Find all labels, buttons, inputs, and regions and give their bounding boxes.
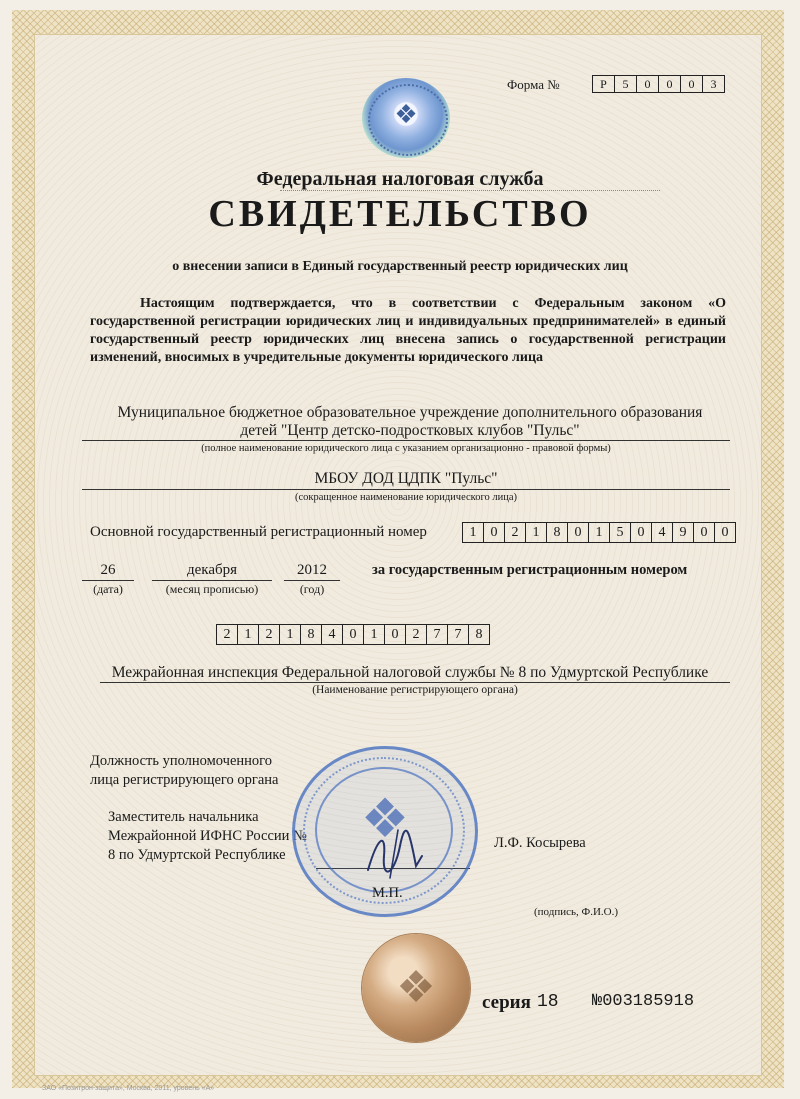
form-label: Форма № (507, 77, 560, 92)
form-code-char: 3 (702, 76, 724, 92)
form-code (592, 75, 725, 93)
ogrn-digit: 0 (567, 523, 588, 542)
printer-imprint: ЗАО «Позитрон-защита», Москва, 2011, уровень «А» (42, 1085, 215, 1092)
ogrn-digit: 8 (546, 523, 567, 542)
full-name-underline (82, 440, 730, 441)
hologram-emblem (362, 78, 450, 158)
full-name-caption: (полное наименование юридического лица с указанием организационно - правовой формы) (201, 443, 611, 454)
agency-name: Федеральная налоговая служба (256, 168, 544, 190)
position-label-line2: лица регистрирующего органа (90, 772, 279, 788)
ogrn-digit: 9 (672, 523, 693, 542)
ogrn-digit: 1 (469, 525, 477, 540)
position-label (90, 752, 278, 790)
grn-digit: 8 (300, 625, 321, 644)
date-month: декабря (186, 562, 238, 578)
eagle-icon: ❖ (394, 100, 418, 129)
body-paragraph (90, 295, 726, 367)
embossed-seal (362, 934, 470, 1042)
form-code-char: 0 (658, 76, 680, 92)
short-name-caption: (сокращенное наименование юридического лица) (294, 492, 518, 503)
form-code-char: Р (600, 77, 607, 91)
handwritten-signature (360, 826, 430, 881)
signatory-title-line3: 8 по Удмуртской Республике (108, 847, 286, 863)
date-year: 2012 (297, 562, 327, 578)
stamp-eagle-icon: ❖ (360, 789, 410, 849)
grn-digit: 1 (363, 625, 384, 644)
authority-caption: (Наименование регистрирующего органа) (312, 684, 518, 696)
grn-digit: 1 (279, 625, 300, 644)
serial-series: 18 (537, 992, 559, 1012)
ogrn-digit: 1 (525, 523, 546, 542)
ogrn-digit: 0 (483, 523, 504, 542)
signatory-name: Л.Ф. Косырева (494, 835, 586, 851)
grn-digit: 2 (405, 625, 426, 644)
body-paragraph-text: Настоящим подтверждается, что в соответствии с Федеральным законом «О государственной регистрации юридических лиц и индивидуальных предпринимателей» в единый государственный реестр юридических лиц внесена запись о государственной регистрации изменений, вносимых в учредительные документы юридического лица (90, 296, 726, 365)
ogrn-digit: 5 (609, 523, 630, 542)
ogrn-label: Основной государственный регистрационный номер (90, 524, 427, 540)
signatory-title (108, 808, 307, 865)
grn-digit: 7 (426, 625, 447, 644)
agency-underline (280, 190, 660, 191)
date-year-underline (284, 580, 340, 581)
serial-label: серия (482, 992, 531, 1013)
ogrn-digit: 2 (504, 523, 525, 542)
date-month-caption: (месяц прописью) (165, 582, 259, 596)
date-year-caption: (год) (299, 582, 325, 596)
grn-number (216, 624, 490, 645)
serial-number: №003185918 (592, 992, 695, 1011)
authority-underline (100, 682, 730, 683)
ogrn-digit: 0 (630, 523, 651, 542)
date-day-caption: (дата) (93, 582, 123, 596)
grn-intro: за государственным регистрационным номером (372, 562, 688, 578)
grn-digit: 2 (223, 627, 231, 642)
grn-digit: 2 (258, 625, 279, 644)
entity-full-name-line2: детей "Центр детско-подростковых клубов "Пульс" (240, 422, 580, 439)
position-label-line1: Должность уполномоченного (90, 753, 273, 769)
seal-eagle-icon: ❖ (396, 963, 436, 1012)
certificate-subtitle: о внесении записи в Единый государственный реестр юридических лиц (172, 259, 628, 274)
ogrn-digit: 1 (588, 523, 609, 542)
mp-label: М.П. (372, 885, 403, 901)
ogrn-digit: 0 (714, 523, 735, 542)
form-code-char: 0 (680, 76, 702, 92)
grn-digit: 0 (342, 625, 363, 644)
entity-short-name: МБОУ ДОД ЦДПК "Пульс" (314, 470, 498, 487)
ogrn-digit: 0 (693, 523, 714, 542)
authority-name: Межрайонная инспекция Федеральной налоговой службы № 8 по Удмуртской Республике (111, 664, 709, 681)
grn-digit: 8 (468, 625, 489, 644)
date-month-underline (152, 580, 272, 581)
entity-full-name-line1: Муниципальное бюджетное образовательное учреждение дополнительного образования (117, 404, 703, 421)
ogrn-digit: 4 (651, 523, 672, 542)
form-code-char: 0 (636, 76, 658, 92)
date-day: 26 (100, 562, 116, 578)
short-name-underline (82, 489, 730, 490)
grn-digit: 4 (321, 625, 342, 644)
grn-digit: 7 (447, 625, 468, 644)
grn-digit: 1 (237, 625, 258, 644)
ogrn-number (462, 522, 736, 543)
signatory-title-line1: Заместитель начальника (108, 809, 259, 825)
signatory-title-line2: Межрайонной ИФНС России № (108, 828, 307, 844)
signature-caption: (подпись, Ф.И.О.) (534, 906, 618, 918)
grn-digit: 0 (384, 625, 405, 644)
form-code-char: 5 (614, 76, 636, 92)
certificate-title: СВИДЕТЕЛЬСТВО (208, 193, 592, 235)
date-day-underline (82, 580, 134, 581)
